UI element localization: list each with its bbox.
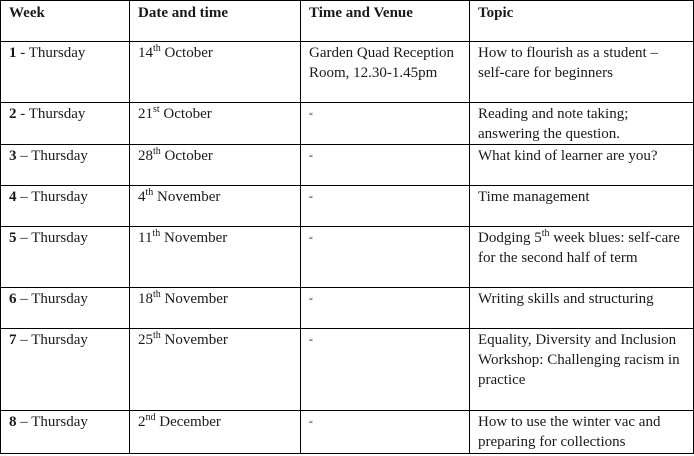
date-day: 25 [138, 332, 153, 348]
venue-text: “ [309, 296, 313, 306]
date-day: 4 [138, 189, 146, 205]
date-cell [130, 145, 301, 186]
date-ordinal: st [153, 104, 160, 115]
topic-text: Time management [478, 189, 590, 205]
week-day: - Thursday [16, 45, 86, 61]
week-cell [1, 411, 130, 454]
week-cell [1, 329, 130, 411]
venue-text: “ [309, 235, 313, 245]
date-ordinal: th [153, 330, 161, 341]
date-cell [130, 329, 301, 411]
table-row [1, 145, 694, 186]
week-cell [1, 103, 130, 145]
date-month: November [153, 189, 221, 205]
topic-cell [470, 288, 694, 329]
date-day: 21 [138, 106, 153, 122]
week-number: 7 [9, 332, 17, 348]
topic-cell [470, 42, 694, 103]
week-number: 3 [9, 148, 17, 164]
table-row [1, 103, 694, 145]
venue-text: “ [309, 194, 313, 204]
week-cell [1, 227, 130, 288]
header-week: Week [1, 1, 130, 42]
date-day: 14 [138, 45, 153, 61]
topic-text: How to flourish as a student – self-care for beginners [478, 45, 658, 81]
date-ordinal: th [153, 289, 161, 300]
week-day: – Thursday [16, 148, 88, 164]
week-cell [1, 145, 130, 186]
date-cell [130, 42, 301, 103]
week-number: 4 [9, 189, 17, 205]
venue-cell [301, 227, 470, 288]
date-ordinal: th [145, 187, 154, 198]
date-ordinal: th [153, 43, 161, 54]
week-cell [1, 42, 130, 103]
week-cell [1, 186, 130, 227]
week-day: - Thursday [16, 106, 86, 122]
table-row [1, 227, 694, 288]
header-topic: Topic [470, 1, 694, 42]
date-ordinal: th [153, 146, 161, 157]
week-day: – Thursday [16, 291, 88, 307]
date-day: 28 [138, 148, 153, 164]
date-month: November [160, 291, 228, 307]
week-number: 2 [9, 106, 17, 122]
week-day: – Thursday [16, 189, 88, 205]
venue-cell [301, 145, 470, 186]
topic-cell [470, 103, 694, 145]
venue-text: “ [309, 111, 313, 121]
venue-text: Garden Quad Reception Room, 12.30-1.45pm [309, 45, 454, 81]
week-number: 6 [9, 291, 17, 307]
venue-text: “ [309, 337, 313, 347]
date-cell [130, 288, 301, 329]
topic-text: Dodging 5 [478, 230, 542, 246]
header-date-and-time: Date and time [130, 1, 301, 42]
topic-text: Reading and note taking; answering the question. [478, 106, 629, 142]
date-cell [130, 411, 301, 454]
table-row [1, 186, 694, 227]
table-row [1, 411, 694, 454]
week-number: 1 [9, 45, 17, 61]
topic-cell [470, 227, 694, 288]
venue-text: “ [309, 419, 313, 429]
venue-cell [301, 411, 470, 454]
venue-text: “ [309, 153, 313, 163]
date-month: October [160, 45, 213, 61]
week-number: 5 [9, 230, 17, 246]
date-ordinal: nd [145, 412, 156, 423]
venue-cell [301, 288, 470, 329]
date-day: 18 [138, 291, 153, 307]
date-month: December [155, 414, 221, 430]
topic-cell [470, 411, 694, 454]
venue-cell [301, 103, 470, 145]
topic-ordinal: th [541, 228, 550, 239]
topic-cell [470, 186, 694, 227]
date-month: November [160, 230, 228, 246]
topic-cell [470, 329, 694, 411]
week-cell [1, 288, 130, 329]
date-month: October [159, 106, 212, 122]
topic-text-continued: week blues: self-care for the second half of term [478, 230, 680, 266]
topic-text: What kind of learner are you? [478, 148, 658, 164]
header-row [1, 1, 694, 42]
week-day: – Thursday [16, 414, 88, 430]
date-month: October [160, 148, 213, 164]
table-row [1, 288, 694, 329]
date-cell [130, 227, 301, 288]
week-number: 8 [9, 414, 17, 430]
venue-cell [301, 186, 470, 227]
venue-cell [301, 42, 470, 103]
date-month: November [160, 332, 228, 348]
topic-text: How to use the winter vac and preparing for collections [478, 414, 661, 450]
week-day: – Thursday [16, 230, 88, 246]
date-cell [130, 103, 301, 145]
header-time-and-venue: Time and Venue [301, 1, 470, 42]
topic-text: Equality, Diversity and Inclusion Workshop: Challenging racism in practice [478, 332, 680, 388]
date-day: 11 [138, 230, 153, 246]
table-row [1, 42, 694, 103]
venue-cell [301, 329, 470, 411]
table-row [1, 329, 694, 411]
week-day: – Thursday [16, 332, 88, 348]
date-ordinal: th [152, 228, 161, 239]
date-cell [130, 186, 301, 227]
topic-cell [470, 145, 694, 186]
date-day: 2 [138, 414, 146, 430]
topic-text: Writing skills and structuring [478, 291, 654, 307]
